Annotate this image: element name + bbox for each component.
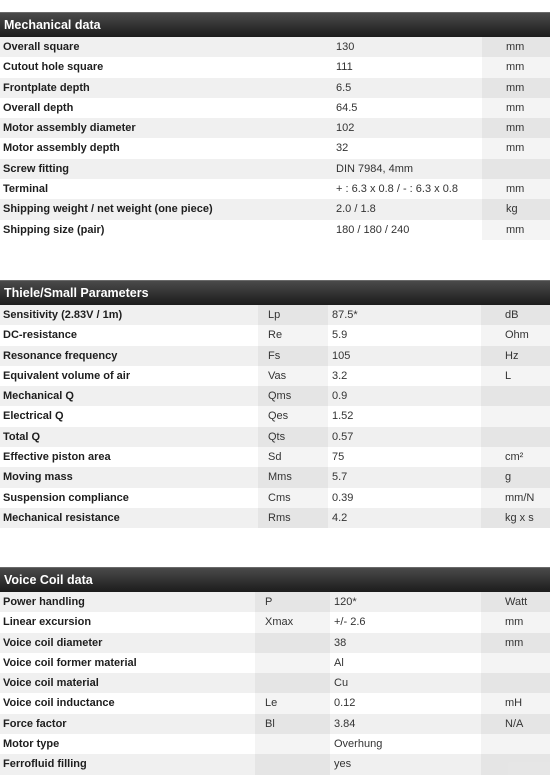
table-row — [0, 98, 550, 118]
param-symbol: Qms — [258, 386, 328, 406]
table-row — [0, 199, 550, 219]
table-row — [0, 57, 550, 77]
param-label: Voice coil inductance — [3, 697, 115, 710]
table-row — [0, 427, 550, 447]
param-value: 6.5 — [336, 81, 352, 94]
table-row — [0, 346, 550, 366]
param-symbol: Fs — [258, 346, 328, 366]
param-symbol: Qts — [258, 427, 328, 447]
param-unit: mm/N — [481, 488, 550, 508]
param-value: Al — [334, 656, 344, 669]
table-row — [0, 673, 550, 693]
param-unit — [481, 734, 550, 754]
param-label: Linear excursion — [3, 616, 92, 629]
table-row — [0, 754, 550, 774]
param-value: 64.5 — [336, 101, 358, 114]
param-value: + : 6.3 x 0.8 / - : 6.3 x 0.8 — [336, 183, 458, 196]
param-label: Motor assembly depth — [3, 142, 120, 155]
param-label: Screw fitting — [3, 162, 70, 175]
param-value: Cu — [334, 677, 349, 690]
param-symbol — [255, 633, 330, 653]
param-value: 5.9 — [332, 329, 348, 342]
param-unit: kg — [482, 199, 550, 219]
param-label: Sensitivity (2.83V / 1m) — [3, 309, 123, 321]
param-symbol: Rms — [258, 508, 328, 528]
voice-coil-section — [0, 567, 550, 775]
param-value: 4.2 — [332, 511, 348, 524]
param-label: Terminal — [3, 183, 49, 196]
param-symbol: Qes — [258, 406, 328, 426]
param-symbol: Sd — [258, 447, 328, 467]
mechanical-data-table — [0, 37, 550, 240]
param-value: 130 — [336, 41, 355, 53]
param-value: 32 — [336, 142, 349, 155]
thiele-small-table — [0, 305, 550, 528]
param-label: Effective piston area — [3, 451, 111, 464]
param-label: Voice coil diameter — [3, 636, 103, 649]
param-symbol — [255, 673, 330, 693]
param-label: Voice coil material — [3, 677, 99, 690]
param-symbol: Re — [258, 325, 328, 345]
param-symbol: Lp — [258, 305, 328, 325]
param-label: Frontplate depth — [3, 81, 90, 94]
param-unit: mm — [482, 37, 550, 57]
param-unit — [481, 653, 550, 673]
param-value: 105 — [332, 349, 351, 362]
param-symbol — [255, 754, 330, 774]
param-label: Motor assembly diameter — [3, 122, 136, 135]
param-unit: N/A — [481, 714, 550, 734]
param-unit: g — [481, 467, 550, 487]
param-label: Equivalent volume of air — [3, 369, 131, 382]
param-symbol: Mms — [258, 467, 328, 487]
table-row — [0, 78, 550, 98]
param-value: 102 — [336, 122, 355, 135]
param-unit — [482, 159, 550, 179]
param-label: Power handling — [3, 596, 85, 608]
table-row — [0, 179, 550, 199]
param-value: 87.5* — [332, 309, 358, 321]
param-label: Overall depth — [3, 101, 74, 114]
param-unit: dB — [481, 305, 550, 325]
param-value: +/- 2.6 — [334, 616, 366, 629]
param-value: 0.9 — [332, 390, 348, 403]
param-unit: mm — [481, 633, 550, 653]
table-row — [0, 612, 550, 632]
param-value: 3.2 — [332, 369, 348, 382]
param-label: Electrical Q — [3, 410, 64, 423]
param-label: Moving mass — [3, 471, 73, 484]
param-symbol: Xmax — [255, 612, 330, 632]
table-row — [0, 118, 550, 138]
param-value: Overhung — [334, 738, 383, 751]
param-value: 0.12 — [334, 697, 356, 710]
table-row — [0, 447, 550, 467]
thiele-small-title: Thiele/Small Parameters — [0, 280, 550, 305]
param-value: 38 — [334, 636, 347, 649]
param-label: Suspension compliance — [3, 491, 129, 504]
table-row — [0, 592, 550, 612]
param-unit — [481, 673, 550, 693]
param-value: 180 / 180 / 240 — [336, 223, 410, 236]
param-unit: mm — [482, 98, 550, 118]
param-unit: L — [481, 366, 550, 386]
param-unit: Hz — [481, 346, 550, 366]
param-symbol: Bl — [255, 714, 330, 734]
thiele-small-section — [0, 280, 550, 528]
param-label: Total Q — [3, 430, 41, 443]
param-label: DC-resistance — [3, 329, 77, 342]
param-label: Shipping weight / net weight (one piece) — [3, 203, 213, 216]
param-label: Force factor — [3, 717, 67, 730]
table-row — [0, 508, 550, 528]
param-unit: mm — [482, 179, 550, 199]
param-value: 111 — [336, 61, 353, 74]
table-row — [0, 406, 550, 426]
param-unit: mm — [481, 612, 550, 632]
param-unit: Ohm — [481, 325, 550, 345]
param-label: Mechanical Q — [3, 390, 74, 403]
param-label: Resonance frequency — [3, 349, 118, 362]
param-label: Ferrofluid filling — [3, 758, 87, 771]
param-value: 1.52 — [332, 410, 354, 423]
param-unit: mm — [482, 57, 550, 77]
param-symbol — [255, 734, 330, 754]
param-unit — [481, 754, 550, 774]
param-value: yes — [334, 758, 352, 771]
param-unit — [481, 406, 550, 426]
table-row — [0, 37, 550, 57]
table-row — [0, 305, 550, 325]
param-label: Cutout hole square — [3, 61, 104, 74]
table-row — [0, 386, 550, 406]
param-value: 3.84 — [334, 717, 356, 730]
param-unit: Watt — [481, 592, 550, 612]
param-symbol: Vas — [258, 366, 328, 386]
param-unit: mH — [481, 693, 550, 713]
table-row — [0, 325, 550, 345]
param-unit: mm — [482, 78, 550, 98]
table-row — [0, 138, 550, 158]
param-symbol — [255, 653, 330, 673]
voice-coil-table — [0, 592, 550, 775]
param-unit: kg x s — [481, 508, 550, 528]
mechanical-data-title: Mechanical data — [0, 12, 550, 37]
param-symbol: Cms — [258, 488, 328, 508]
table-row — [0, 159, 550, 179]
table-row — [0, 633, 550, 653]
table-row — [0, 488, 550, 508]
table-row — [0, 693, 550, 713]
param-label: Motor type — [3, 738, 60, 751]
mechanical-data-section — [0, 12, 550, 240]
table-row — [0, 366, 550, 386]
param-value: 0.39 — [332, 491, 354, 504]
param-symbol: P — [255, 592, 330, 612]
param-symbol: Le — [255, 693, 330, 713]
param-value: DIN 7984, 4mm — [336, 162, 414, 175]
param-unit: mm — [482, 138, 550, 158]
param-value: 5.7 — [332, 471, 348, 484]
table-row — [0, 734, 550, 754]
table-row — [0, 714, 550, 734]
table-row — [0, 467, 550, 487]
param-label: Shipping size (pair) — [3, 223, 105, 236]
param-unit: mm — [482, 118, 550, 138]
param-unit: cm² — [481, 447, 550, 467]
param-label: Overall square — [3, 41, 80, 53]
param-value: 75 — [332, 451, 345, 464]
table-row — [0, 220, 550, 240]
param-unit — [481, 427, 550, 447]
param-unit: mm — [482, 220, 550, 240]
param-label: Voice coil former material — [3, 656, 137, 669]
param-unit — [481, 386, 550, 406]
param-value: 0.57 — [332, 430, 354, 443]
voice-coil-title: Voice Coil data — [0, 567, 550, 592]
param-label: Mechanical resistance — [3, 511, 120, 524]
table-row — [0, 653, 550, 673]
param-value: 120* — [334, 596, 357, 608]
param-value: 2.0 / 1.8 — [336, 203, 376, 216]
